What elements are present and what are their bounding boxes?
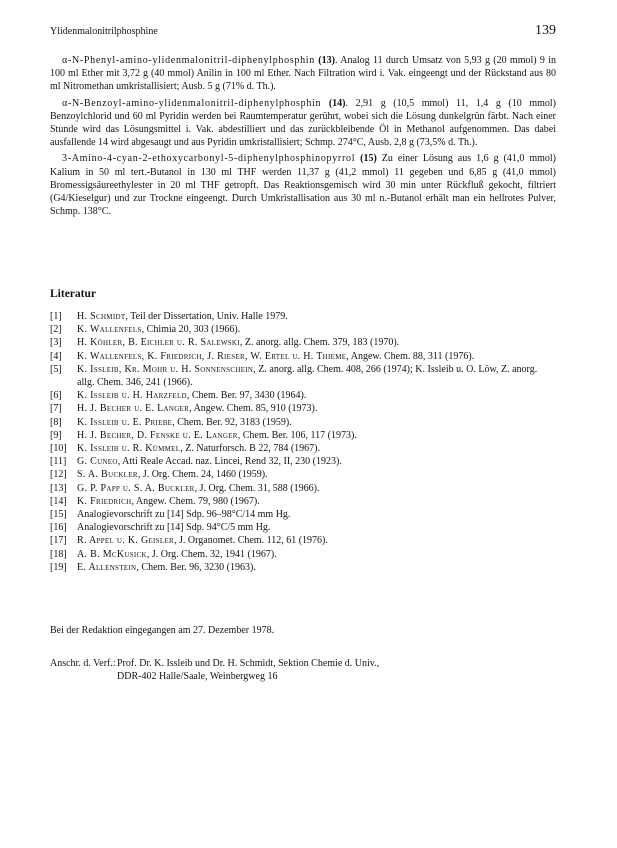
reference-item [50, 429, 556, 442]
reference-item [50, 482, 556, 495]
reference-authors: H. Schmidt [77, 311, 126, 322]
reference-citation: , J. Organomet. Chem. 112, 61 (1976). [174, 535, 328, 547]
page-number: 139 [535, 23, 556, 38]
reference-number: [3] [50, 337, 62, 349]
reference-number: [7] [50, 403, 62, 415]
literature-heading: Literatur [50, 288, 96, 300]
reference-authors: G. Cuneo [77, 456, 118, 468]
reference-number: [18] [50, 548, 67, 560]
reference-citation: , Chem. Ber. 106, 117 (1973). [237, 429, 357, 441]
reference-item [50, 561, 556, 574]
compound-title: 3-Amino-4-cyan-2-ethoxycarbonyl-5-diphenylphosphinopyrrol [62, 153, 356, 165]
author-address [50, 657, 556, 683]
reference-number: [8] [50, 416, 62, 428]
reference-authors: K. Issleib, Kr. Mohr u. H. Sonnenschein [77, 363, 254, 375]
address-line: DDR-402 Halle/Saale, Weinbergweg 16 [117, 671, 278, 683]
reference-number: [4] [50, 350, 62, 362]
reference-authors: S. A. Buckler [77, 469, 138, 481]
reference-number: [19] [50, 561, 67, 573]
reference-authors: K. Issleib u. R. Kümmel [77, 443, 181, 455]
reference-authors: K. Issleib u. H. Harzfeld [77, 390, 187, 402]
reference-citation: , J. Org. Chem. 24, 1460 (1959). [137, 469, 268, 481]
reference-citation: , Teil der Dissertation, Univ. Halle 1979. [125, 311, 288, 322]
compound-title: α-N-Phenyl-amino-ylidenmalonitril-diphenylphosphin [62, 55, 315, 66]
reference-item [50, 548, 556, 561]
reference-citation: , Z. anorg. allg. Chem. 379, 183 (1970). [239, 337, 400, 349]
reference-citation: , Z. Naturforsch. B 22, 784 (1967). [180, 443, 320, 455]
reference-citation: , Chimia 20, 303 (1966). [141, 324, 241, 336]
reference-number: [10] [50, 443, 67, 455]
reference-item [50, 455, 556, 468]
procedure-text: . 2,91 g (10,5 mmol) 11, 1,4 g (10 mmol) Benzoylchlorid und 60 ml Pyridin werden bei Raumtemperatur gerührt, wobei sich die Lösung dunkelgrün färbt. Nach einer Stunde wird das Lösungsmittel i. Vak. abdestilliert und das zurückbleibende Öl in Methanol aufgenommen. Das dabei ausfallende 14 wird abgesaugt und aus Pyridin umkristallisiert; Schmp. 274°C, Ausb. 2,8 g (73,5% d. Th.). [50, 97, 557, 149]
reference-citation: , Chem. Ber. 96, 3230 (1963). [136, 561, 256, 573]
address-label: Anschr. d. Verf.: [50, 658, 116, 669]
reference-authors: R. Appel u. K. Geisler [77, 535, 174, 547]
reference-authors: H. Köhler, B. Eichler u. R. Salewski [77, 337, 240, 349]
reference-number: [5] [50, 363, 62, 375]
reference-citation: , Angew. Chem. 79, 980 (1967). [131, 495, 260, 507]
reference-citation: Analogievorschrift zu [14] Sdp. 94°C/5 mm Hg. [77, 522, 271, 534]
reference-citation: Analogievorschrift zu [14] Sdp. 96–98°C/14 mm Hg. [77, 509, 291, 521]
reference-number: [12] [50, 469, 67, 481]
reference-number: [1] [50, 311, 62, 322]
procedure-paragraph [50, 97, 556, 150]
reference-number: [11] [50, 456, 67, 468]
reference-number: [2] [50, 324, 62, 336]
reference-citation: , Chem. Ber. 97, 3430 (1964). [186, 390, 307, 402]
reference-item [50, 350, 556, 363]
reference-item [50, 508, 556, 521]
reference-authors: E. Allenstein [77, 561, 137, 573]
reference-item [50, 521, 556, 534]
running-head: Ylidenmalonitrilphosphine [50, 26, 158, 37]
reference-item [50, 402, 556, 415]
reference-citation: , Angew. Chem. 85, 910 (1973). [189, 403, 318, 415]
reference-item [50, 389, 556, 402]
address-line: Prof. Dr. K. Issleib und Dr. H. Schmidt, Sektion Chemie d. Univ., [117, 658, 380, 669]
reference-citation: , Z. anorg. allg. Chem. 408, 266 (1974); K. Issleib u. O. Löw, Z. anorg. allg. Chem. 346, 241 (1966). [77, 363, 538, 389]
reference-item [50, 416, 556, 429]
reference-authors: G. P. Papp u. S. A. Buckler [77, 482, 195, 494]
reference-number: [15] [50, 509, 67, 521]
reference-citation: , Chem. Ber. 92, 3183 (1959). [172, 416, 292, 428]
reference-authors: H. J. Becher u. E. Langer [77, 403, 190, 415]
reference-authors: K. Friedrich [77, 495, 132, 507]
reference-number: [13] [50, 482, 67, 494]
reference-item [50, 442, 556, 455]
compound-number: (14) [328, 97, 346, 109]
reference-item [50, 336, 556, 349]
reference-citation: , Angew. Chem. 88, 311 (1976). [346, 350, 475, 362]
compound-number: (13) [318, 55, 335, 66]
procedure-paragraph [50, 54, 556, 94]
procedure-paragraph [50, 152, 556, 218]
reference-authors: H. J. Becher, D. Fenske u. E. Langer [77, 429, 238, 441]
reference-item [50, 310, 556, 323]
reference-item [50, 534, 556, 547]
reference-item [50, 323, 556, 336]
experimental-section [50, 54, 556, 221]
compound-number: (15) [360, 153, 377, 165]
reference-citation: , Atti Reale Accad. naz. Lincei, Rend 32, II, 230 (1923). [117, 456, 342, 468]
reference-number: [16] [50, 522, 67, 534]
compound-title: α-N-Benzoyl-amino-ylidenmalonitril-diphenylphosphin [62, 97, 322, 109]
reference-item [50, 468, 556, 481]
reference-number: [9] [50, 429, 62, 441]
reference-authors: A. B. McKusick [77, 548, 147, 560]
received-date-note: Bei der Redaktion eingegangen am 27. Dezember 1978. [50, 625, 275, 636]
reference-number: [6] [50, 390, 62, 402]
reference-citation: , J. Org. Chem. 31, 588 (1966). [194, 482, 320, 494]
reference-item [50, 363, 556, 389]
reference-number: [17] [50, 535, 67, 547]
reference-list [50, 310, 556, 574]
reference-authors: K. Wallenfels, K. Friedrich, J. Rieser, W. Ertel u. H. Thieme [77, 350, 347, 362]
reference-item [50, 495, 556, 508]
reference-authors: K. Issleib u. E. Priebe [77, 416, 173, 428]
reference-authors: K. Wallenfels [77, 324, 142, 336]
address-lines [117, 657, 556, 683]
procedure-text: . Analog 11 durch Umsatz von 5,93 g (20 mmol) 9 in 100 ml Ether mit 3,72 g (40 mmol) Anilin in 100 ml Ether. Nach Filtration wird i. Vak. eingeengt und der Rückstand aus 80 ml Nitromethan umkristallisiert; Ausb. 5 g (71% d. Th.). [50, 55, 556, 93]
reference-citation: , J. Org. Chem. 32, 1941 (1967). [146, 548, 277, 560]
reference-number: [14] [50, 495, 67, 507]
procedure-text: Zu einer Lösung aus 1,6 g (41,0 mmol) Kalium in 50 ml tert.-Butanol in 130 ml THF werden 11,37 g (41,2 mmol) 11 gegeben und 6,85 g (41,0 mmol) Bromessigsäureethylester in 20 ml THF getropft. Das Reaktionsgemisch wird 30 min unter Rückfluß gekocht, filtriert (G4/Kieselgur) und zur Trockne eingeengt. Durch Umkristallisation aus 30 ml n.-Butanol erhält man ein hellrotes Pulver, Schmp. 138°C. [50, 153, 557, 218]
